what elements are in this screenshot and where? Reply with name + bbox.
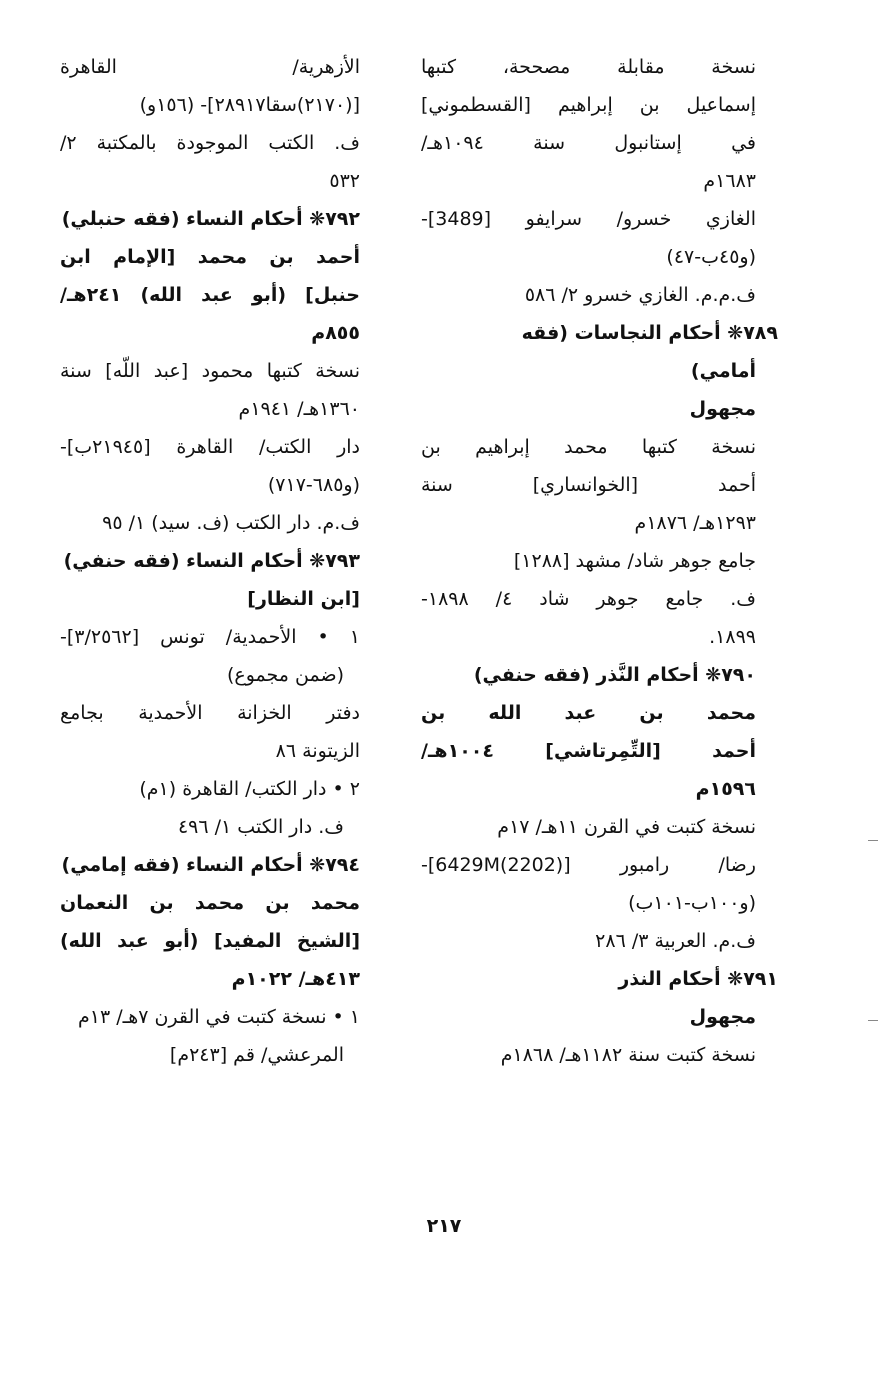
text-line: ف.م. دار الكتب (ف. سيد) ١/ ٩٥ — [102, 512, 360, 534]
text-line: نسخة كتبها محمد إبراهيم بن — [421, 436, 756, 458]
text-line: ١٥٩٦م — [695, 778, 756, 800]
text-line: جامع جوهر شاد/ مشهد [١٢٨٨] — [513, 550, 756, 572]
text-line: (و٦٨٥-٧١٧) — [267, 474, 360, 496]
text-line: (ضمن مجموع) — [226, 664, 344, 686]
text-line: الزيتونة ٨٦ — [275, 740, 360, 762]
text-line: ف. الكتب الموجودة بالمكتبة ٢/ — [60, 132, 360, 154]
text-line: [ابن النظار] — [247, 588, 360, 610]
left-column — [60, 48, 360, 1074]
text-line: ف.م.م. الغازي خسرو ٢/ ٥٨٦ — [524, 284, 756, 306]
text-line: ١٦٨٣م — [703, 170, 756, 192]
entry-heading: ٧٨٩❋ أحكام النجاسات (فقه — [521, 322, 778, 344]
text-line: ٤١٣هـ/ ١٠٢٢م — [231, 968, 360, 990]
text-line: أمامي) — [690, 360, 756, 382]
text-line: رضا/ رامبور [6429M(2202)]- — [421, 854, 756, 876]
text-line: محمد بن عبد الله بن — [421, 702, 756, 724]
text-line: أحمد [الخوانساري] سنة — [421, 474, 756, 496]
text-line: دار الكتب/ القاهرة [٢١٩٤٥ب]- — [60, 436, 360, 458]
text-line: محمد بن محمد بن النعمان — [60, 892, 360, 914]
text-line: (و١٠٠ب-١٠١ب) — [628, 892, 756, 914]
text-line: الغازي خسرو/ سرايفو [3489]- — [421, 208, 756, 230]
text-line: ٨٥٥م — [311, 322, 360, 344]
text-line: مجهول — [689, 398, 756, 420]
text-line: أحمد بن محمد [الإمام ابن — [60, 246, 360, 268]
text-line: ف. جامع جوهر شاد ٤/ ١٨٩٨- — [421, 588, 756, 610]
text-line: دفتر الخزانة الأحمدية بجامع — [60, 702, 360, 724]
text-line: ٥٣٢ — [329, 170, 360, 192]
entry-heading: ٧٩٠❋ أحكام النَّذر (فقه حنفي) — [473, 664, 756, 686]
right-column — [421, 48, 778, 1074]
text-line: المرعشي/ قم [٢٤٣م] — [169, 1044, 344, 1066]
text-line: [(٢١٧٠)سقا٢٨٩١٧]- (١٥٦و) — [139, 94, 360, 116]
margin-mark — [868, 840, 878, 841]
text-line: [الشيخ المفيد] (أبو عبد الله) — [60, 930, 360, 952]
entry-heading: ٧٩٢❋ أحكام النساء (فقه حنبلي) — [61, 208, 360, 230]
text-line: الأزهرية/ القاهرة — [60, 56, 360, 78]
margin-mark — [868, 1020, 878, 1021]
text-line: حنبل] (أبو عبد الله) ٢٤١هـ/ — [60, 284, 360, 306]
text-line: نسخة كتبت سنة ١١٨٢هـ/ ١٨٦٨م — [500, 1044, 756, 1066]
text-line: ١٨٩٩. — [709, 626, 756, 648]
text-line: ف. دار الكتب ١/ ٤٩٦ — [177, 816, 344, 838]
entry-heading: ٧٩٣❋ أحكام النساء (فقه حنفي) — [63, 550, 360, 572]
text-line: ١٢٩٣هـ/ ١٨٧٦م — [634, 512, 756, 534]
text-line: نسخة كتبت في القرن ١١هـ/ ١٧م — [497, 816, 756, 838]
entry-heading: ٧٩١❋ أحكام النذر — [618, 968, 778, 990]
text-line: إسماعيل بن إبراهيم [القسطموني] — [421, 94, 756, 116]
text-line: ١ • الأحمدية/ تونس [٣/٢٥٦٢]- — [60, 626, 360, 648]
text-line: ف.م. العربية ٣/ ٢٨٦ — [595, 930, 756, 952]
page-number: ٢١٧ — [426, 1215, 462, 1237]
text-line: أحمد [التِّمِرتاشي] ١٠٠٤هـ/ — [421, 740, 756, 762]
text-line: (و٤٥ب-٤٧) — [666, 246, 756, 268]
text-line: في إستانبول سنة ١٠٩٤هـ/ — [421, 132, 756, 154]
text-line: ١ • نسخة كتبت في القرن ٧هـ/ ١٣م — [78, 1006, 360, 1028]
text-line: نسخة كتبها محمود [عبد اللّه] سنة — [60, 360, 360, 382]
text-line: ١٣٦٠هـ/ ١٩٤١م — [238, 398, 360, 420]
entry-heading: ٧٩٤❋ أحكام النساء (فقه إمامي) — [61, 854, 360, 876]
text-line: مجهول — [689, 1006, 756, 1028]
text-line: نسخة مقابلة مصححة، كتبها — [421, 56, 756, 78]
text-line: ٢ • دار الكتب/ القاهرة (١م) — [139, 778, 360, 800]
